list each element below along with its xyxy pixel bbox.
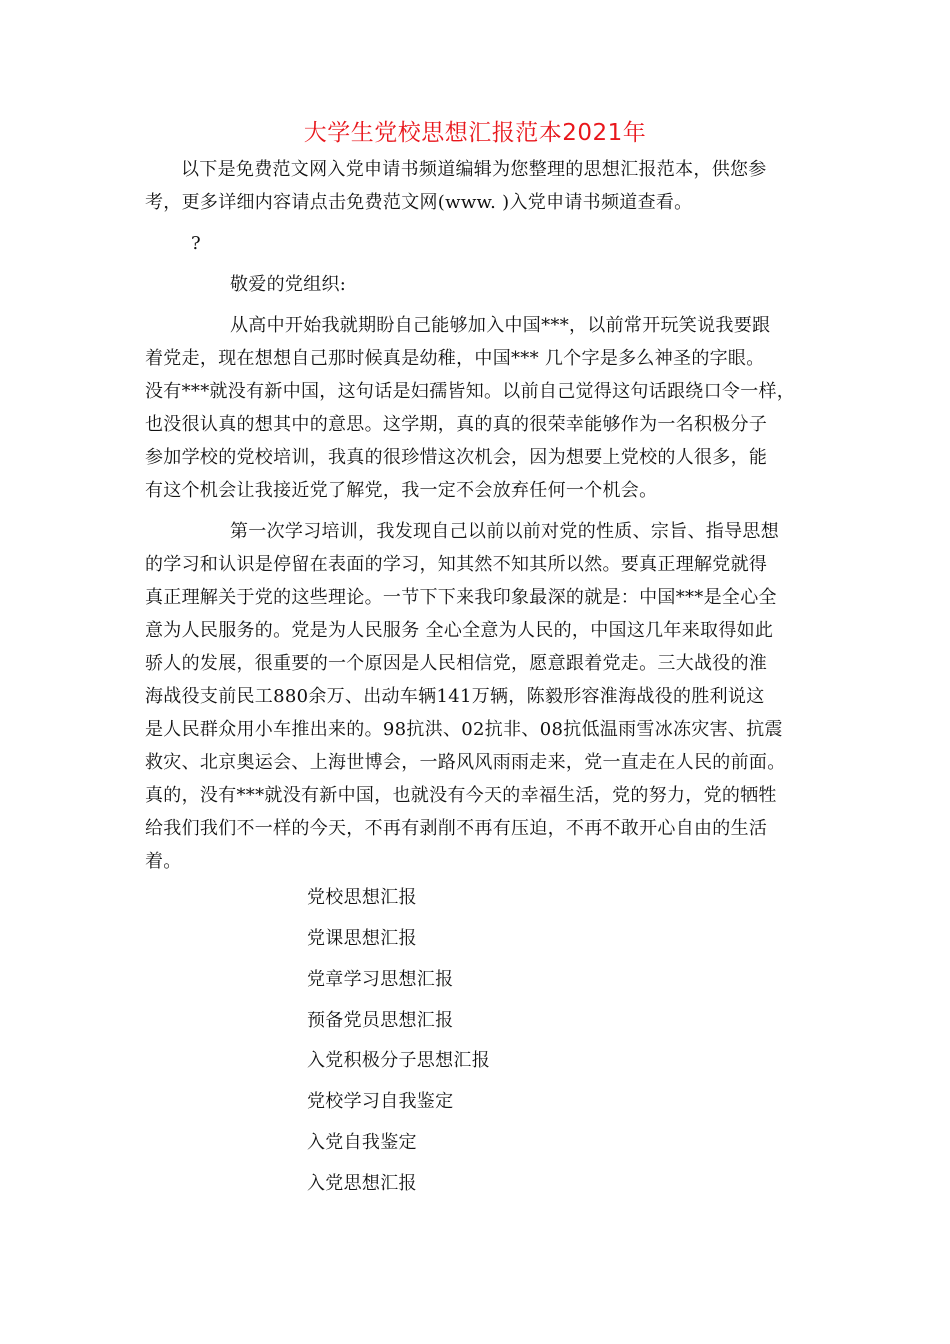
paragraph1-line: 参加学校的党校培训，我真的很珍惜这次机会，因为想要上党校的人很多，能 bbox=[145, 447, 768, 468]
salutation: 敬爱的党组织: bbox=[230, 274, 347, 295]
paragraph2-line: 真的，没有***就没有新中国，也就没有今天的幸福生活，党的努力，党的牺牲 bbox=[145, 785, 777, 806]
paragraph1-line: 着党走，现在想想自己那时候真是幼稚，中国*** 几个字是多么神圣的字眼。 bbox=[145, 348, 765, 369]
related-link[interactable]: 党课思想汇报 bbox=[307, 928, 417, 949]
related-link[interactable]: 入党自我鉴定 bbox=[307, 1132, 417, 1153]
related-link[interactable]: 入党积极分子思想汇报 bbox=[307, 1050, 490, 1071]
paragraph2-line: 真正理解关于党的这些理论。一节下下来我印象最深的就是：中国***是全心全 bbox=[145, 587, 777, 608]
document-title: 大学生党校思想汇报范本2021年 bbox=[303, 120, 647, 146]
paragraph1-line: 没有***就没有新中国，这句话是妇孺皆知。以前自己觉得这句话跟绕口令一样， bbox=[145, 381, 796, 402]
paragraph2-line: 意为人民服务的。党是为人民服务 全心全意为人民的，中国这几年来取得如此 bbox=[145, 620, 774, 641]
paragraph2-line: 给我们我们不一样的今天，不再有剥削不再有压迫，不再不敢开心自由的生活 bbox=[145, 818, 768, 839]
paragraph2-line: 是人民群众用小车推出来的。98抗洪、02抗非、08抗低温雨雪冰冻灾害、抗震 bbox=[145, 719, 783, 740]
paragraph2-line: 第一次学习培训，我发现自己以前以前对党的性质、宗旨、指导思想 bbox=[230, 521, 779, 542]
question-mark: ? bbox=[191, 233, 201, 254]
paragraph2-line: 海战役支前民工880余万、出动车辆141万辆，陈毅形容淮海战役的胜利说这 bbox=[145, 686, 765, 707]
related-link[interactable]: 入党思想汇报 bbox=[307, 1173, 417, 1194]
related-link[interactable]: 党校思想汇报 bbox=[307, 887, 417, 908]
intro-line: 以下是免费范文网入党申请书频道编辑为您整理的思想汇报范本，供您参 bbox=[181, 159, 767, 180]
paragraph2-line: 骄人的发展，很重要的一个原因是人民相信党，愿意跟着党走。三大战役的淮 bbox=[145, 653, 768, 674]
related-link[interactable]: 党校学习自我鉴定 bbox=[307, 1091, 454, 1112]
paragraph1-line: 从高中开始我就期盼自己能够加入中国***，以前常开玩笑说我要跟 bbox=[230, 315, 771, 336]
related-link[interactable]: 党章学习思想汇报 bbox=[307, 969, 454, 990]
paragraph1-line: 有这个机会让我接近党了解党，我一定不会放弃任何一个机会。 bbox=[145, 480, 658, 501]
paragraph2-line: 着。 bbox=[145, 851, 182, 872]
paragraph2-line: 的学习和认识是停留在表面的学习，知其然不知其所以然。要真正理解党就得 bbox=[145, 554, 768, 575]
paragraph1-line: 也没很认真的想其中的意思。这学期，真的真的很荣幸能够作为一名积极分子 bbox=[145, 414, 768, 435]
related-link[interactable]: 预备党员思想汇报 bbox=[307, 1010, 454, 1031]
intro-line: 考，更多详细内容请点击免费范文网(www. )入党申请书频道查看。 bbox=[145, 192, 693, 213]
paragraph2-line: 救灾、北京奥运会、上海世博会，一路风风雨雨走来，党一直走在人民的前面。 bbox=[145, 752, 786, 773]
